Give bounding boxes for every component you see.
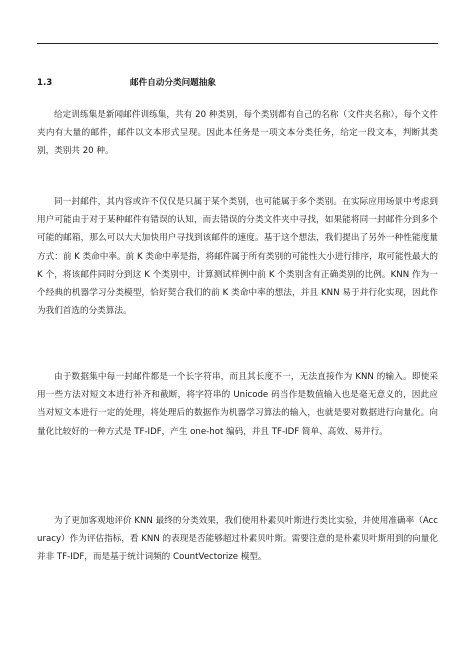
paragraph-naive-bayes: 为了更加客观地评价 KNN 最终的分类效果，我们使用朴素贝叶斯进行类比实验，并使用准确率（Accuracy）作为评估指标，看 KNN 的表现是否能够超过朴素贝叶斯。需要注意的是朴素贝叶斯用到的向量化并非 TF-IDF，而是基于统计词频的 CountVectorize 模型。 bbox=[37, 516, 438, 563]
paragraph-dataset: 给定训练集是新闻邮件训练集，共有 20 种类别，每个类别都有自己的名称（文件夹名称），每个文件夹内有大量的邮件，邮件以文本形式呈现。因此本任务是一项文本分类任务，给定一段文本，判断其类别，类别共 20 种。 bbox=[37, 110, 438, 157]
paragraph-top-k-metric: 同一封邮件，其内容或许不仅仅是只属于某个类别，也可能属于多个类别。在实际应用场景中考虑到用户可能由于对于某种邮件有错误的认知，而去错误的分类文件夹中寻找，如果能将同一封邮件分到多个可能的邮箱，那么可以大大加快用户寻找到该邮件的速度。基于这个想法，我们提出了另外一种性能度量方式：前 K 类命中率。前 K 类命中率是指，将邮件属于所有类别的可能性大小进行排序，取可能性最大的 K 个，将该邮件同时分到这 K 个类别中，计算测试样例中前 K 个类别含有正确类别的比例。KNN 作为一个经典的机器学习分类模型，恰好契合我们的前 K 类命中率的想法，并且 KNN 易于并行化实现，因此作为我们首选的分类算法。 bbox=[37, 197, 438, 317]
header-rule bbox=[37, 43, 438, 44]
section-number: 1.3 bbox=[37, 78, 53, 88]
section-title: 邮件自动分类问题抽象 bbox=[130, 78, 216, 88]
paragraph-vectorization: 由于数据集中每一封邮件都是一个长字符串，而且其长度不一，无法直接作为 KNN 的输入。即使采用一些方法对短文本进行补齐和截断，将字符串的 Unicode 码当作是数值输入也是毫无意义的，因此应当对短文本进行一定的处理，将处理后的数据作为机器学习算法的输入，也就是要对数据进行向量化。向量化比较好的一种方式是 TF-IDF，产生 one-hot 编码，并且 TF-IDF 简单、高效、易并行。 bbox=[37, 372, 438, 437]
